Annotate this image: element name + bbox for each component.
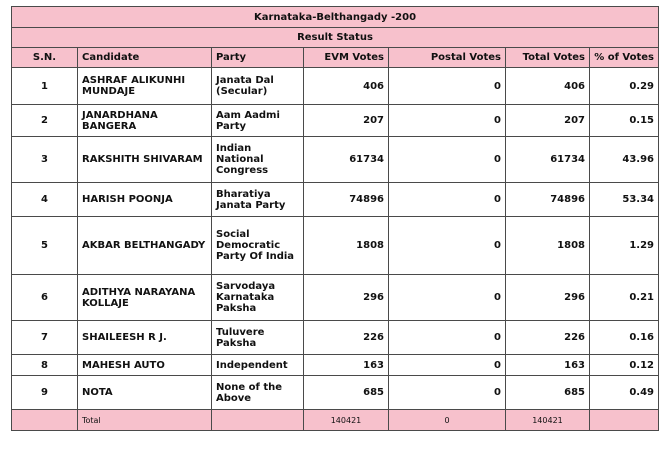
table-row [12, 376, 659, 410]
table-row [12, 355, 659, 376]
row-sn: 8 [12, 355, 78, 376]
row-candidate: MAHESH AUTO [78, 355, 212, 376]
constituency-title: Karnataka-Belthangady -200 [12, 7, 659, 28]
header-candidate: Candidate [78, 48, 212, 68]
row-postal-votes: 0 [389, 137, 506, 183]
row-total-votes: 296 [506, 275, 590, 321]
row-total-votes: 74896 [506, 183, 590, 217]
table-row [12, 217, 659, 275]
row-party: Indian National Congress [212, 137, 304, 183]
header-postal-votes: Postal Votes [389, 48, 506, 68]
row-sn: 1 [12, 68, 78, 105]
row-total-votes: 1808 [506, 217, 590, 275]
row-postal-votes: 0 [389, 183, 506, 217]
row-postal-votes: 0 [389, 105, 506, 137]
row-candidate: SHAILEESH R J. [78, 321, 212, 355]
row-evm-votes: 685 [304, 376, 389, 410]
total-total-votes: 140421 [506, 410, 590, 431]
row-candidate: ASHRAF ALIKUNHI MUNDAJE [78, 68, 212, 105]
row-postal-votes: 0 [389, 217, 506, 275]
row-party: Sarvodaya Karnataka Paksha [212, 275, 304, 321]
row-candidate: AKBAR BELTHANGADY [78, 217, 212, 275]
row-postal-votes: 0 [389, 321, 506, 355]
row-sn: 7 [12, 321, 78, 355]
header-sn: S.N. [12, 48, 78, 68]
row-evm-votes: 226 [304, 321, 389, 355]
row-evm-votes: 74896 [304, 183, 389, 217]
row-evm-votes: 406 [304, 68, 389, 105]
total-label: Total [78, 410, 212, 431]
table-row [12, 137, 659, 183]
row-sn: 5 [12, 217, 78, 275]
row-sn: 6 [12, 275, 78, 321]
row-percent-votes: 0.12 [590, 355, 659, 376]
table-row [12, 105, 659, 137]
row-party: Bharatiya Janata Party [212, 183, 304, 217]
row-candidate: JANARDHANA BANGERA [78, 105, 212, 137]
row-total-votes: 163 [506, 355, 590, 376]
row-postal-votes: 0 [389, 68, 506, 105]
row-candidate: NOTA [78, 376, 212, 410]
row-party: None of the Above [212, 376, 304, 410]
row-evm-votes: 1808 [304, 217, 389, 275]
row-total-votes: 207 [506, 105, 590, 137]
row-percent-votes: 43.96 [590, 137, 659, 183]
header-total-votes: Total Votes [506, 48, 590, 68]
table-row [12, 321, 659, 355]
row-party: Independent [212, 355, 304, 376]
header-evm-votes: EVM Votes [304, 48, 389, 68]
row-total-votes: 226 [506, 321, 590, 355]
result-table [11, 6, 659, 431]
row-evm-votes: 61734 [304, 137, 389, 183]
row-evm-votes: 296 [304, 275, 389, 321]
row-postal-votes: 0 [389, 275, 506, 321]
row-total-votes: 61734 [506, 137, 590, 183]
row-evm-votes: 163 [304, 355, 389, 376]
table-row [12, 183, 659, 217]
header-percent-votes: % of Votes [590, 48, 659, 68]
result-table-container [11, 6, 658, 431]
row-sn: 4 [12, 183, 78, 217]
row-party: Janata Dal (Secular) [212, 68, 304, 105]
row-candidate: RAKSHITH SHIVARAM [78, 137, 212, 183]
row-percent-votes: 53.34 [590, 183, 659, 217]
row-percent-votes: 0.21 [590, 275, 659, 321]
row-evm-votes: 207 [304, 105, 389, 137]
row-postal-votes: 0 [389, 355, 506, 376]
row-party: Tuluvere Paksha [212, 321, 304, 355]
row-postal-votes: 0 [389, 376, 506, 410]
row-sn: 2 [12, 105, 78, 137]
row-percent-votes: 0.15 [590, 105, 659, 137]
total-party-empty [212, 410, 304, 431]
total-row [12, 410, 659, 431]
result-status-heading: Result Status [12, 28, 659, 48]
table-row [12, 68, 659, 105]
table-row [12, 275, 659, 321]
row-percent-votes: 0.49 [590, 376, 659, 410]
row-candidate: ADITHYA NARAYANA KOLLAJE [78, 275, 212, 321]
total-postal-votes: 0 [389, 410, 506, 431]
row-percent-votes: 0.29 [590, 68, 659, 105]
column-header-row [12, 48, 659, 68]
row-candidate: HARISH POONJA [78, 183, 212, 217]
row-sn: 9 [12, 376, 78, 410]
row-total-votes: 406 [506, 68, 590, 105]
total-sn-empty [12, 410, 78, 431]
row-percent-votes: 1.29 [590, 217, 659, 275]
header-party: Party [212, 48, 304, 68]
row-party: Social Democratic Party Of India [212, 217, 304, 275]
row-party: Aam Aadmi Party [212, 105, 304, 137]
row-total-votes: 685 [506, 376, 590, 410]
total-evm-votes: 140421 [304, 410, 389, 431]
row-percent-votes: 0.16 [590, 321, 659, 355]
row-sn: 3 [12, 137, 78, 183]
total-percent-empty [590, 410, 659, 431]
